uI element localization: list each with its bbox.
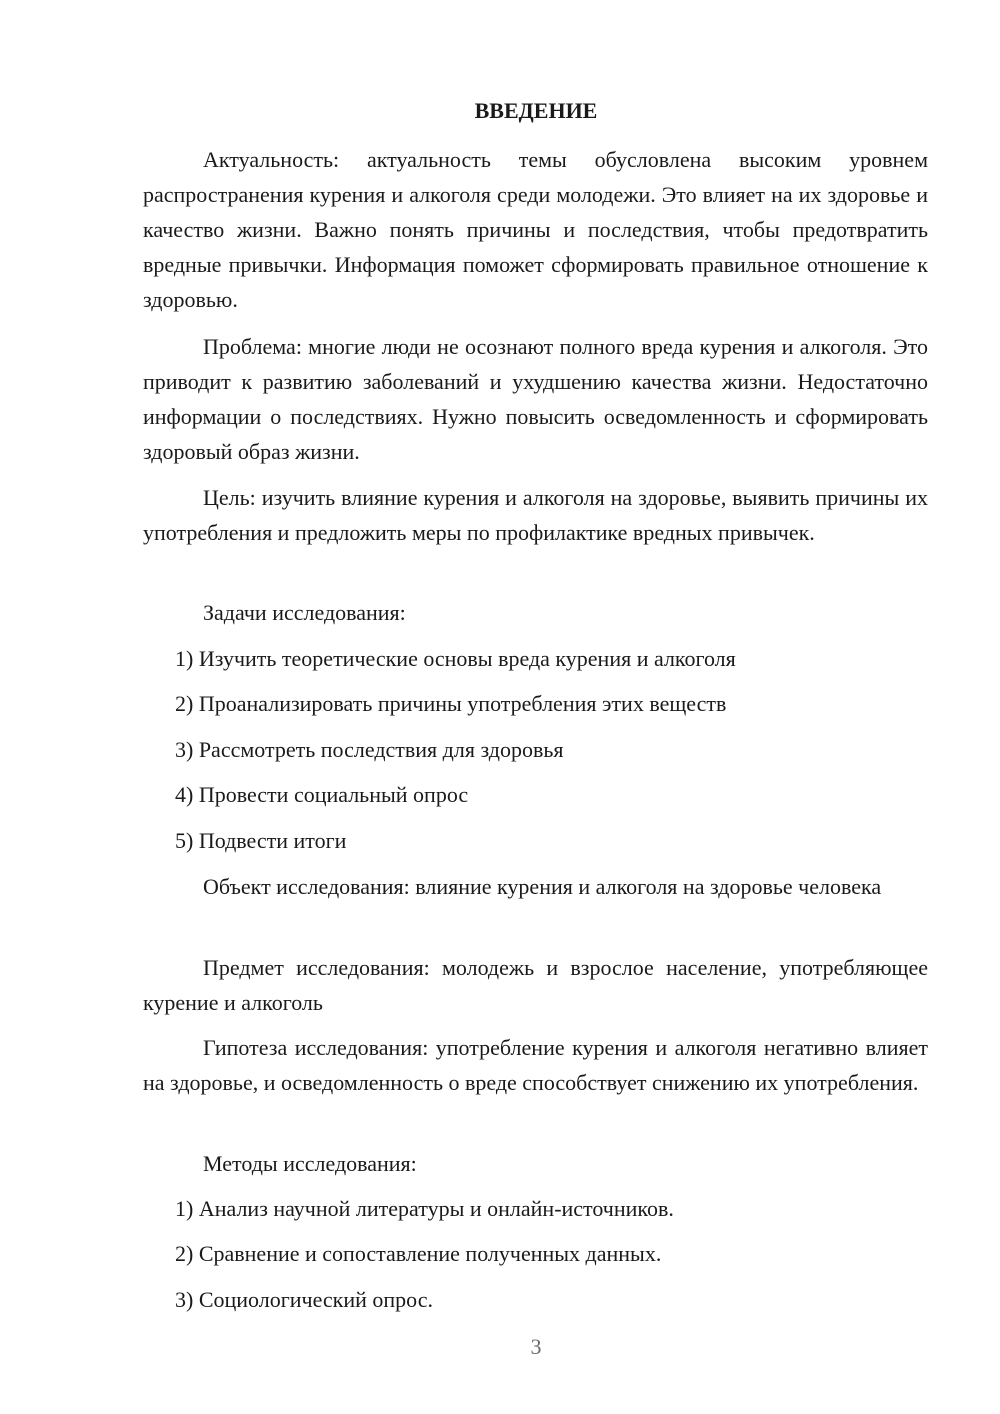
task-item: 2) Проанализировать причины употребления этих веществ bbox=[175, 691, 727, 716]
task-item: 4) Провести социальный опрос bbox=[175, 782, 469, 807]
relevance-paragraph: Актуальность: актуальность темы обусловлена высоким уровнем распространения курения и алкоголя среди молодежи. Это влияет на их здоровье и качество жизни. Важно понять причины и последствия, чтобы предотвратить вредные привычки. Информация поможет сформировать правильное отношение к здоровью. bbox=[143, 147, 928, 312]
method-item: 3) Социологический опрос. bbox=[175, 1287, 433, 1312]
page-number: 3 bbox=[530, 1334, 542, 1359]
subject-paragraph: Предмет исследования: молодежь и взрослое население, употребляющее курение и алкоголь bbox=[143, 955, 928, 1015]
task-item: 5) Подвести итоги bbox=[175, 828, 347, 853]
goal-paragraph: Цель: изучить влияние курения и алкоголя на здоровье, выявить причины их употребления и предложить меры по профилактике вредных привычек. bbox=[143, 485, 928, 545]
task-item: 3) Рассмотреть последствия для здоровья bbox=[175, 737, 564, 762]
hypothesis-paragraph: Гипотеза исследования: употребление курения и алкоголя негативно влияет на здоровье, и осведомленность о вреде способствует снижению их употребления. bbox=[143, 1035, 928, 1095]
tasks-heading: Задачи исследования: bbox=[203, 600, 406, 625]
methods-heading: Методы исследования: bbox=[203, 1151, 417, 1176]
method-item: 1) Анализ научной литературы и онлайн-источников. bbox=[175, 1196, 674, 1221]
problem-paragraph: Проблема: многие люди не осознают полного вреда курения и алкоголя. Это приводит к развитию заболеваний и ухудшению качества жизни. Недостаточно информации о последствиях. Нужно повысить осведомленность и сформировать здоровый образ жизни. bbox=[143, 334, 928, 464]
object-paragraph: Объект исследования: влияние курения и алкоголя на здоровье человека bbox=[203, 874, 882, 899]
method-item: 2) Сравнение и сопоставление полученных данных. bbox=[175, 1241, 662, 1266]
section-title: ВВЕДЕНИЕ bbox=[474, 98, 598, 123]
task-item: 1) Изучить теоретические основы вреда курения и алкоголя bbox=[175, 646, 736, 671]
